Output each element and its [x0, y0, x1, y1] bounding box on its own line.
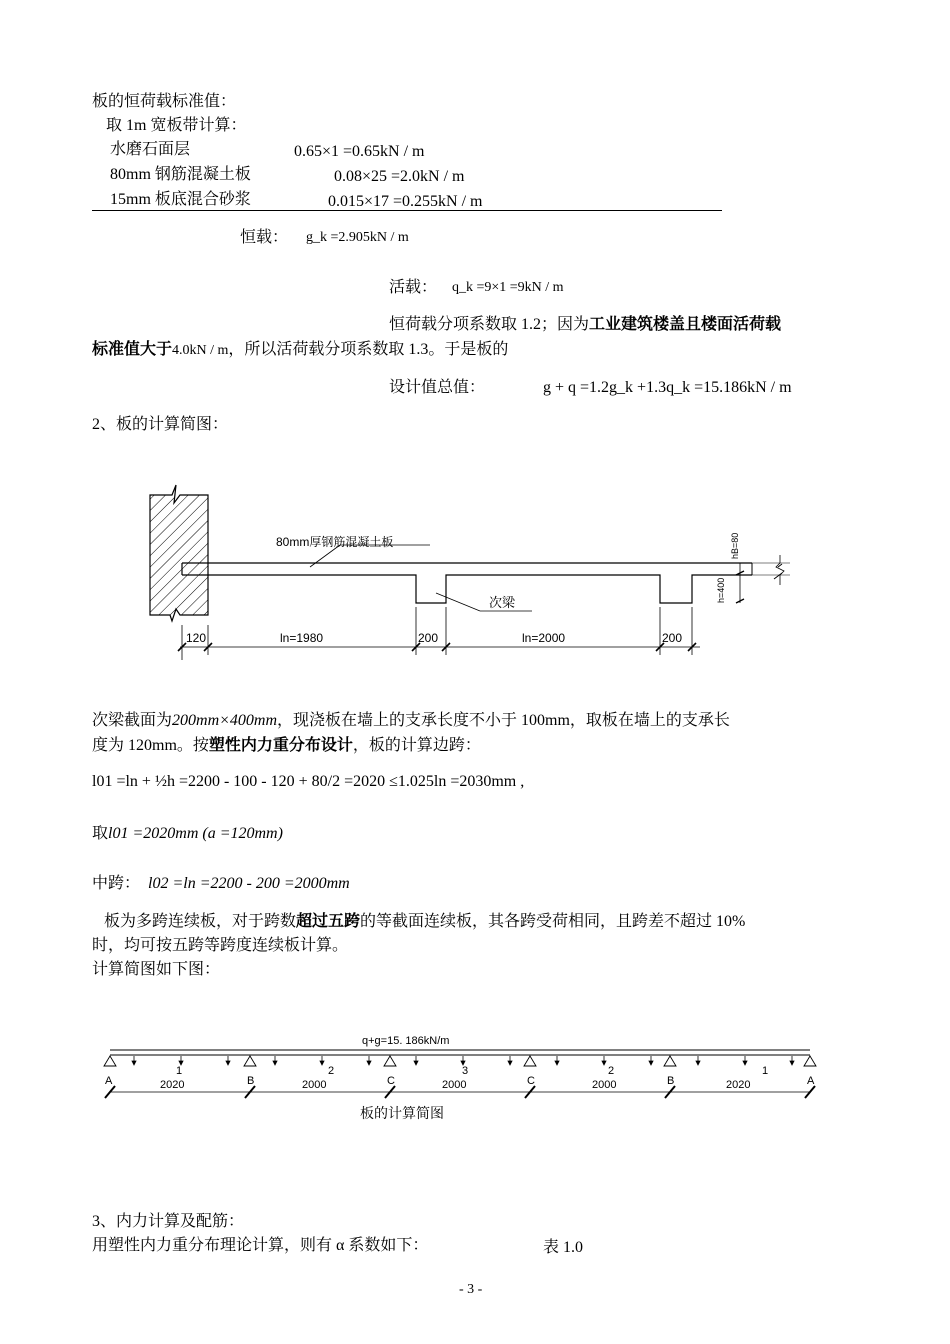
dim-ln-1980: ln=1980 — [280, 631, 324, 645]
support-triangle — [244, 1056, 256, 1066]
strip-note: 取 1m 宽板带计算： — [106, 117, 247, 134]
dim-ln-2000: ln=2000 — [522, 631, 566, 645]
design-value-expr: g + q =1.2g_k +1.3q_k =15.186kN / m — [543, 379, 792, 396]
load-arrow-head — [226, 1061, 230, 1065]
sum-divider — [92, 210, 722, 211]
slab-section-figure — [140, 475, 820, 675]
load-arrow-head — [555, 1061, 559, 1065]
row-plaster-expr: 0.015×17 =0.255kN / m — [328, 193, 483, 210]
row-plaster-label: 15mm 板底混合砂浆 — [110, 191, 251, 208]
take-edge-span: 取l01 =2020mm (a =120mm) — [92, 825, 283, 842]
multi-span-para-2: 时，均可按五跨等跨度连续板计算。 — [92, 937, 349, 954]
support-B-left: B — [247, 1075, 255, 1087]
row-slab-expr: 0.08×25 =2.0kN / m — [334, 168, 465, 185]
factor-line-1: 恒荷载分项系数取 1.2；因为工业建筑楼盖且楼面活荷载 — [389, 316, 782, 333]
load-arrow-head — [602, 1061, 606, 1065]
load-arrow-head — [696, 1061, 700, 1065]
span-length-3: 2000 — [442, 1079, 467, 1091]
factor-line-2: 标准值大于4.0kN / m，所以活荷载分项系数取 1.3。于是板的 — [92, 341, 509, 358]
support-triangle — [384, 1056, 396, 1066]
load-arrow-head — [649, 1061, 653, 1065]
section-2-heading: 2、板的计算简图： — [92, 416, 229, 433]
span-id-2: 2 — [328, 1065, 335, 1077]
beam-para-1: 次梁截面为200mm×400mm，现浇板在墙上的支承长度不小于 100mm，取板在墙上的支承长 — [92, 712, 730, 729]
live-load-label: 活载： — [389, 279, 438, 296]
span-length-1: 2020 — [160, 1079, 185, 1091]
calc-diagram-figure — [90, 1030, 830, 1130]
span-id-4: 2 — [608, 1065, 615, 1077]
row-slab-label: 80mm 钢筋混凝土板 — [110, 166, 251, 183]
dead-load-expr: g_k =2.905kN / m — [306, 230, 409, 245]
span-id-3: 3 — [462, 1065, 469, 1077]
edge-span-equation: l01 =ln + ½h =2200 - 100 - 120 + 80/2 =2020 ≤1.025ln =2030mm , — [92, 773, 525, 790]
row-terrazzo-expr: 0.65×1 =0.65kN / m — [294, 143, 425, 160]
multi-span-para-1: 板为多跨连续板，对于跨数超过五跨的等截面连续板，其各跨受荷相同，且跨差不超过 10% — [104, 913, 746, 930]
support-B-right: B — [667, 1075, 675, 1087]
load-arrow-head — [320, 1061, 324, 1065]
wall-hatch — [150, 485, 208, 621]
dim-200-a: 200 — [418, 631, 439, 645]
support-C-right: C — [527, 1075, 535, 1087]
table-reference: 表 1.0 — [543, 1239, 584, 1256]
support-triangle — [524, 1056, 536, 1066]
h-dim: h=400 — [716, 577, 726, 603]
design-value-label: 设计值总值： — [389, 379, 486, 396]
dead-load-label: 恒载： — [240, 229, 289, 246]
hB-dim: hB=80 — [730, 532, 740, 559]
section-3-text: 用塑性内力重分布理论计算，则有 α 系数如下： — [92, 1237, 429, 1254]
page-number: - 3 - — [459, 1282, 483, 1297]
support-A-left: A — [105, 1075, 113, 1087]
span-length-2: 2000 — [302, 1079, 327, 1091]
dim-120: 120 — [186, 631, 207, 645]
support-triangle — [804, 1056, 816, 1066]
support-C-left: C — [387, 1075, 395, 1087]
section-3-heading: 3、内力计算及配筋： — [92, 1213, 245, 1230]
load-arrow-head — [508, 1061, 512, 1065]
span-id-5: 1 — [762, 1065, 769, 1077]
load-arrow-head — [790, 1061, 794, 1065]
beam-label: 次梁 — [489, 595, 516, 610]
live-load-expr: q_k =9×1 =9kN / m — [452, 280, 564, 295]
span-id-1: 1 — [176, 1065, 183, 1077]
load-arrow-head — [273, 1061, 277, 1065]
load-arrow-head — [414, 1061, 418, 1065]
span-length-4: 2000 — [592, 1079, 617, 1091]
support-A-right: A — [807, 1075, 815, 1087]
load-arrow-head — [367, 1061, 371, 1065]
beam-para-2: 度为 120mm。按塑性内力重分布设计，板的计算边跨： — [92, 737, 481, 754]
slab-label: 80mm厚钢筋混凝土板 — [276, 535, 394, 549]
dim-200-b: 200 — [662, 631, 683, 645]
row-terrazzo-label: 水磨石面层 — [110, 141, 191, 158]
load-arrow-head — [132, 1061, 136, 1065]
load-arrow-head — [743, 1061, 747, 1065]
support-triangle — [664, 1056, 676, 1066]
heading-dead-load: 板的恒荷载标准值： — [92, 93, 237, 110]
span-length-5: 2020 — [726, 1079, 751, 1091]
mid-span: 中跨： l02 =ln =2200 - 200 =2000mm — [92, 875, 350, 892]
calc-diagram-note: 计算简图如下图： — [92, 961, 221, 978]
support-triangle — [104, 1056, 116, 1066]
load-label: q+g=15. 186kN/m — [362, 1035, 450, 1047]
diagram-caption: 板的计算简图 — [360, 1105, 444, 1121]
